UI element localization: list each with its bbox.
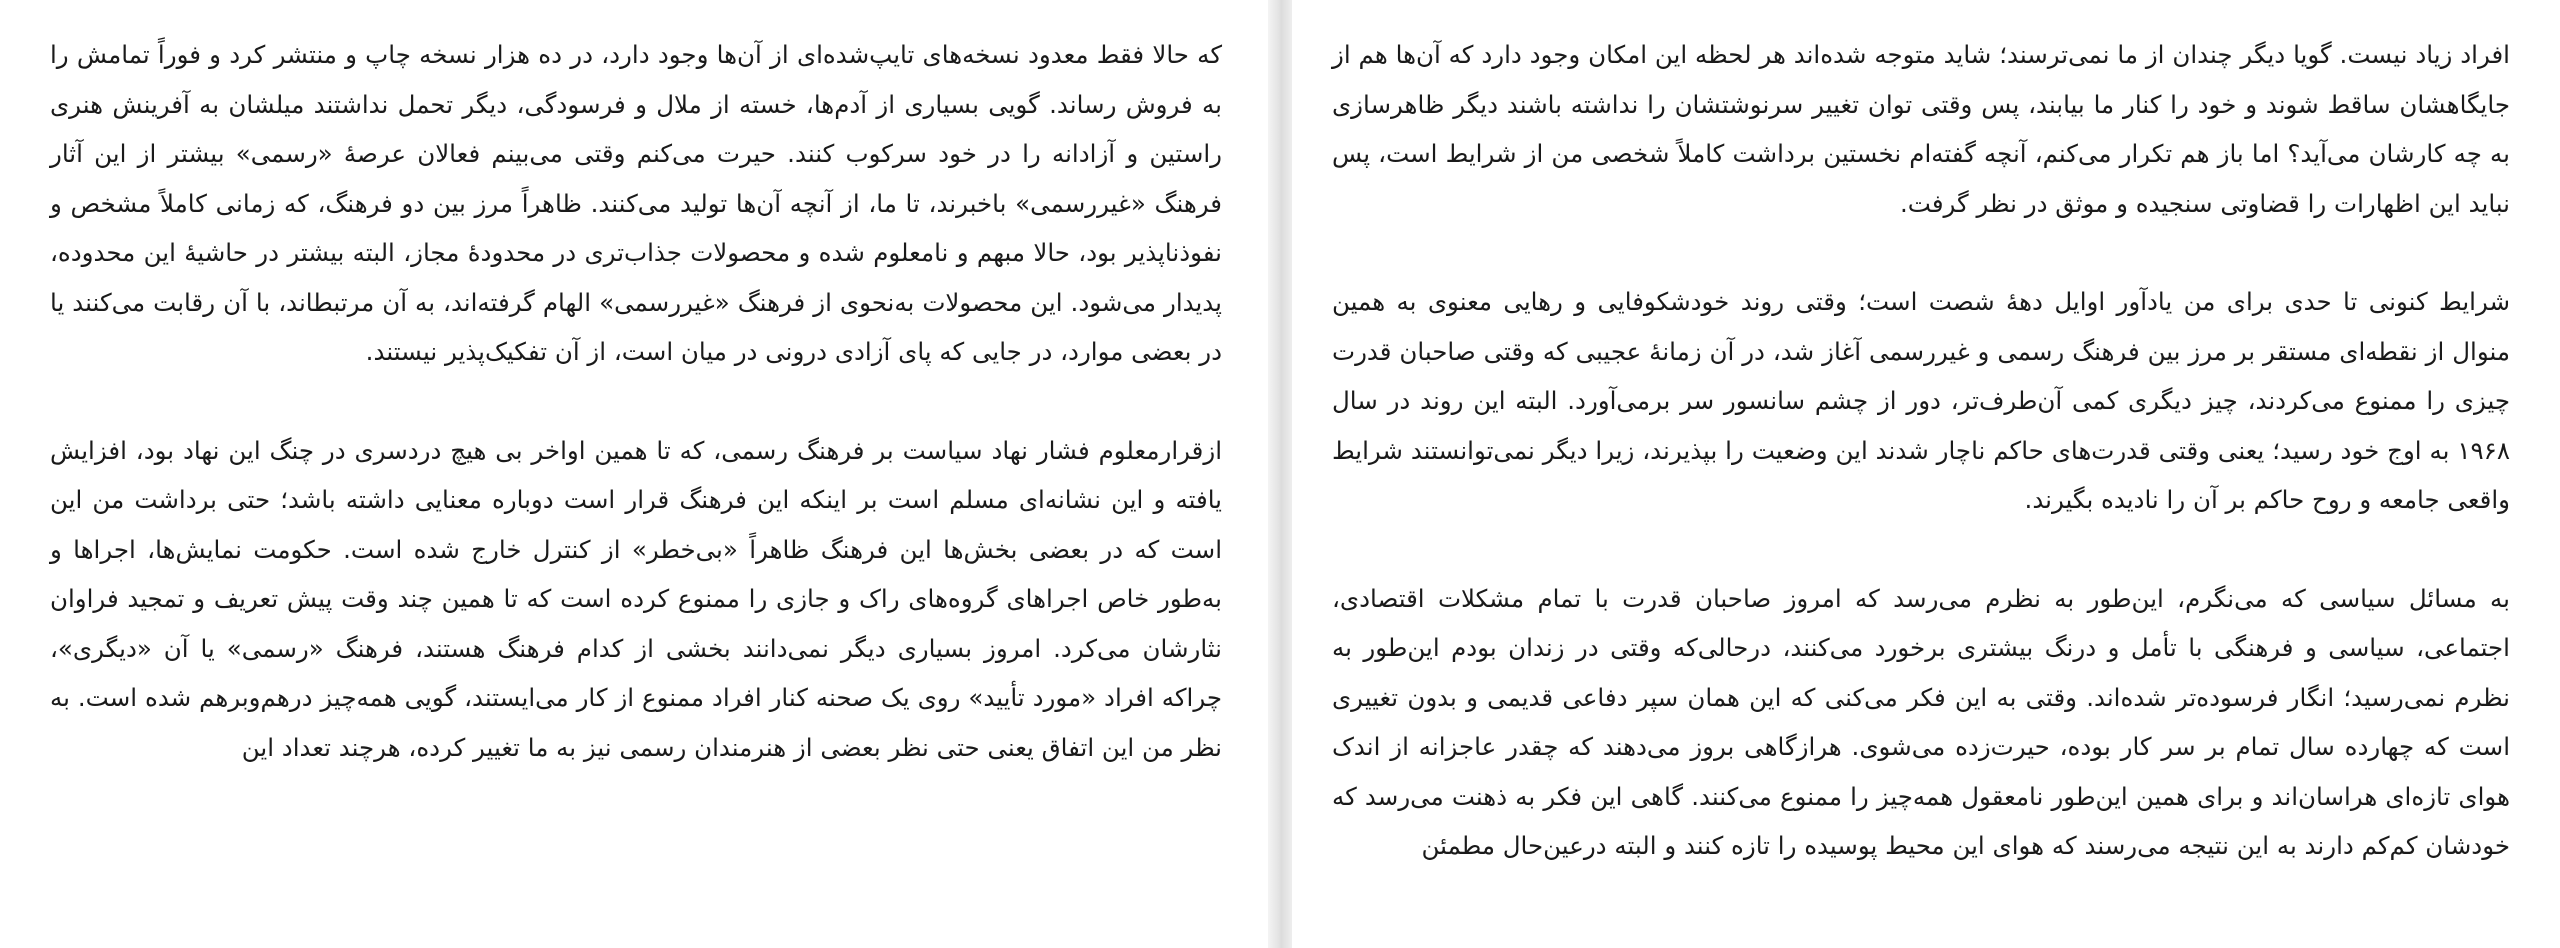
right-page-paragraph-2: شرایط کنونی تا حدی برای من یادآور اوایل دههٔ شصت است؛ وقتی روند خودشکوفایی و رهایی معنوی به همین منوال از نقطه‌ای مستقر بر مرز بین فرهنگ رسمی و غیررسمی آغاز شد، در آن زمانهٔ عجیبی که وقتی صاحبان قدرت چیزی را ممنوع می‌کردند، چیز دیگری کمی آن‌طرف‌تر، دور از چشم سانسور سر برمی‌آورد. البته این روند در سال ۱۹۶۸ به اوج خود رسید؛ یعنی وقتی قدرت‌های حاکم ناچار شدند این وضعیت را بپذیرند، زیرا دیگر نمی‌توانستند شرایط واقعی جامعه و روح حاکم بر آن را نادیده بگیرند.	[1332, 287, 2510, 514]
right-page-paragraph-3: به مسائل سیاسی که می‌نگرم، این‌طور به نظرم می‌رسد که امروز صاحبان قدرت با تمام مشکلات اقتصادی، اجتماعی، سیاسی و فرهنگی با تأمل و درنگ بیشتری برخورد می‌کنند، درحالی‌که وقتی در زندان بودم این‌طور به نظرم نمی‌رسید؛ انگار فرسوده‌تر شده‌اند. وقتی به این فکر می‌کنی که این همان سپر دفاعی قدیمی و بدون تغییری است که چهارده سال تمام بر سر کار بوده، حیرت‌زده می‌شوی. هرازگاهی بروز می‌دهند که چقدر عاجزانه از اندک هوای تازه‌ای هراسان‌اند و برای همین این‌طور نامعقول همه‌چیز را ممنوع می‌کنند. گاهی این فکر به ذهنت می‌رسد که خودشان کم‌کم دارند به این نتیجه می‌رسند که هوای این محیط پوسیده را تازه کنند و البته درعین‌حال مطمئن	[1332, 583, 2510, 860]
left-page-text-column	[50, 30, 1222, 772]
left-page	[0, 0, 1268, 948]
left-page-paragraph-1: که حالا فقط معدود نسخه‌های تایپ‌شده‌ای از آن‌ها وجود دارد، در ده هزار نسخه چاپ و منتشر کرد و فوراً تمامش را به فروش رساند. گویی بسیاری از آدم‌ها، خسته از ملال و فرسودگی، دیگر تحمل نداشتند میلشان به آفرینش هنری راستین و آزادانه را در خود سرکوب کنند. حیرت می‌کنم وقتی می‌بینم فعالان عرصهٔ «رسمی» بیشتر از این آثار فرهنگ «غیررسمی» باخبرند، تا ما، از آنچه آن‌ها تولید می‌کنند. ظاهراً مرز بین دو فرهنگ، که زمانی کاملاً مشخص و نفوذناپذیر بود، حالا مبهم و نامعلوم شده و محصولات جذاب‌تری در محدودهٔ مجاز، البته بیشتر در حاشیهٔ این محدوده، پدیدار می‌شود. این محصولات به‌نحوی از فرهنگ «غیررسمی» الهام گرفته‌اند، به آن مرتبطاند، با آن رقابت می‌کنند یا در بعضی موارد، در جایی که پای آزادی درونی در میان است، از آن تفکیک‌پذیر نیستند.	[50, 40, 1222, 366]
right-page-text-column	[1332, 30, 2510, 871]
right-page-paragraph-1: افراد زیاد نیست. گویا دیگر چندان از ما نمی‌ترسند؛ شاید متوجه شده‌اند هر لحظه این امکان وجود دارد که آن‌ها هم از جایگاهشان ساقط شوند و خود را کنار ما بیابند، پس وقتی توان تغییر سرنوشتشان را نداشته باشند دیگر ظاهرسازی به چه کارشان می‌آید؟ اما باز هم تکرار می‌کنم، آنچه گفته‌ام نخستین برداشت کاملاً شخصی من از شرایط است، پس نباید این اظهارات را قضاوتی سنجیده و موثق در نظر گرفت.	[1332, 40, 2510, 218]
page-gutter-divider	[1268, 0, 1292, 948]
left-page-paragraph-2: ازقرارمعلوم فشار نهاد سیاست بر فرهنگ رسمی، که تا همین اواخر بی هیچ دردسری در چنگ این نهاد بود، افزایش یافته و این نشانه‌ای مسلم است بر اینکه این فرهنگ قرار است دوباره معنایی داشته باشد؛ حتی برداشت من این است که در بعضی بخش‌ها این فرهنگ ظاهراً «بی‌خطر» از کنترل خارج شده است. حکومت نمایش‌ها، اجراها و به‌طور خاص اجراهای گروه‌های راک و جازی را ممنوع کرده است که تا همین چند وقت پیش تعریف و تمجید فراوان نثارشان می‌کرد. امروز بسیاری دیگر نمی‌دانند بخشی از کدام فرهنگ هستند، فرهنگ «رسمی» یا آن «دیگری»، چراکه افراد «مورد تأیید» روی یک صحنه کنار افراد ممنوع از کار می‌ایستند، گویی همه‌چیز درهم‌وبرهم شده است. به نظر من این اتفاق یعنی حتی نظر بعضی از هنرمندان رسمی نیز به ما تغییر کرده، هرچند تعداد این	[50, 435, 1222, 762]
right-page	[1292, 0, 2560, 948]
